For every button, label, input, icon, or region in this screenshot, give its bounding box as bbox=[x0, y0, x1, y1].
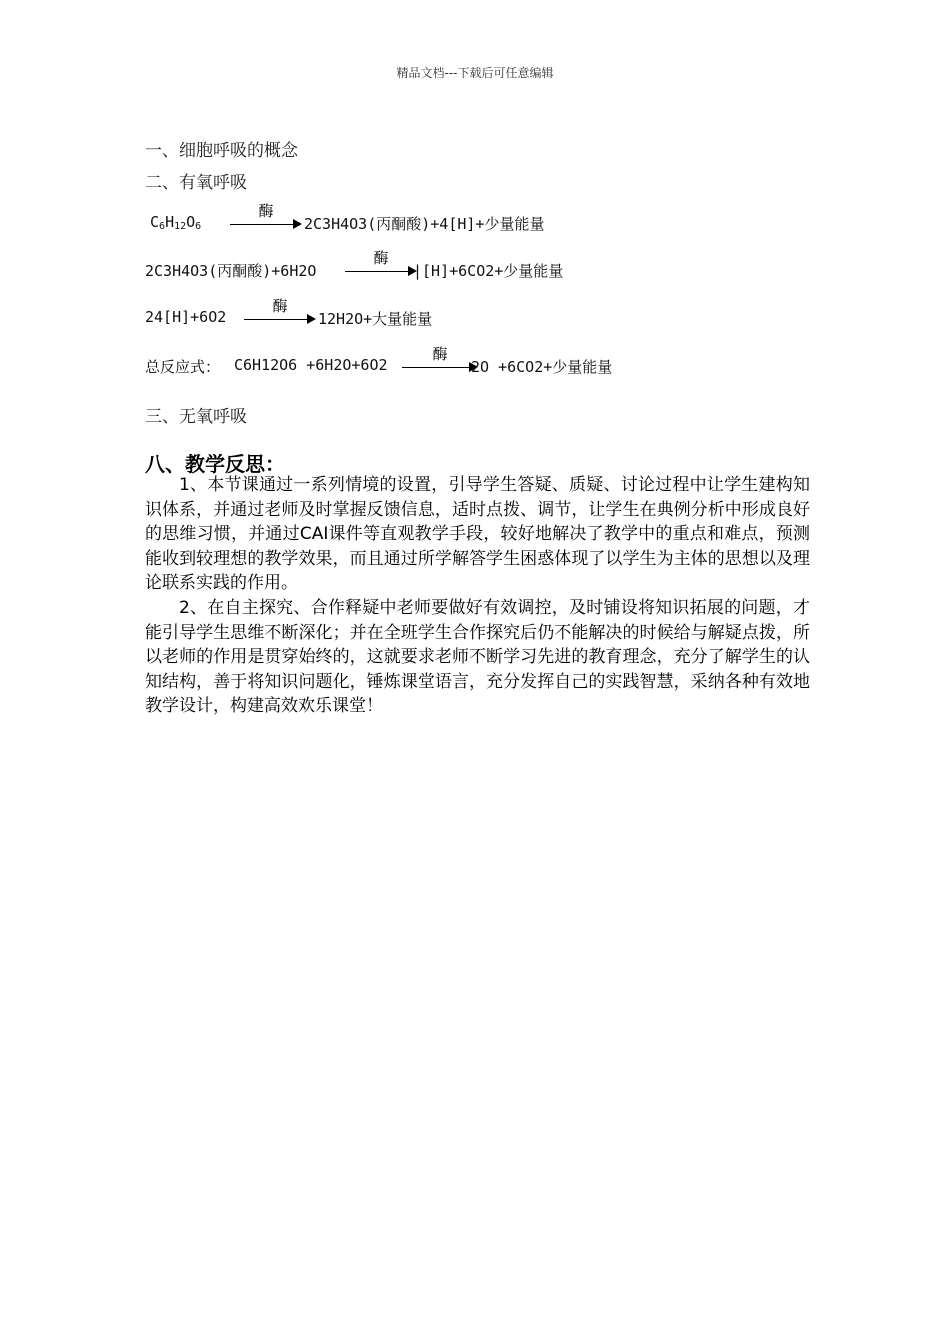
equation-1-left: $C_6H_{12}O_6$ bbox=[150, 213, 202, 232]
section-heading-anaerobic-respiration: 三、无氧呼吸 bbox=[145, 407, 247, 427]
equation-4-left: C6H12O6 +6H2O+6O2 bbox=[234, 356, 388, 374]
arrow-right-icon bbox=[307, 314, 316, 324]
equation-2-left: 2C3H4O3(丙酮酸)+6H2O bbox=[145, 262, 317, 280]
reflection-title: 八、教学反思： bbox=[145, 452, 285, 476]
equation-2-right: |[H]+6CO2+少量能量 bbox=[413, 262, 564, 280]
enzyme-label: 酶 bbox=[373, 249, 389, 267]
section-heading-aerobic-respiration: 二、有氧呼吸 bbox=[145, 173, 247, 193]
equation-4-arrow bbox=[402, 345, 478, 373]
equation-3-right: 12H2O+大量能量 bbox=[318, 310, 433, 328]
arrow-right-icon bbox=[293, 219, 302, 229]
reflection-paragraph-2: 2、在自主探究、合作释疑中老师要做好有效调控，及时铺设将知识拓展的问题，才能引导学生思维不断深化；并在全班学生合作探究后仍不能解决的时候给与解疑点拨，所以老师的作用是贯穿始终的，这就要求老师不断学习先进的教育理念，充分了解学生的认知结构，善于将知识问题化，锤炼课堂语言，充分发挥自己的实践智慧，采纳各种有效地教学设计，构建高效欢乐课堂！ bbox=[145, 598, 810, 717]
overall-equation-prefix: 总反应式： bbox=[145, 358, 221, 376]
equation-2-arrow bbox=[345, 249, 417, 277]
section-heading-cell-respiration-concept: 一、细胞呼吸的概念 bbox=[145, 141, 298, 161]
equation-1-right: 2C3H4O3(丙酮酸)+4[H]+少量能量 bbox=[304, 215, 545, 233]
equation-3-left: 24[H]+6O2 bbox=[145, 308, 227, 326]
enzyme-label: 酶 bbox=[258, 202, 274, 220]
page-header: 精品文档---下载后可任意编辑 bbox=[396, 66, 554, 80]
equation-1-arrow bbox=[230, 202, 302, 230]
equation-4-right: 2O +6CO2+少量能量 bbox=[471, 358, 613, 376]
enzyme-label: 酶 bbox=[272, 297, 288, 315]
enzyme-label: 酶 bbox=[432, 345, 448, 363]
equation-3-arrow bbox=[244, 297, 316, 325]
reflection-paragraph-1: 1、本节课通过一系列情境的设置，引导学生答疑、质疑、讨论过程中让学生建构知识体系，并通过老师及时掌握反馈信息，适时点拨、调节，让学生在典例分析中形成良好的思维习惯，并通过CAI课件等直观教学手段，较好地解决了教学中的重点和难点，预测能收到较理想的教学效果，而且通过所学解答学生困惑体现了以学生为主体的思想以及理论联系实践的作用。 bbox=[145, 475, 810, 594]
